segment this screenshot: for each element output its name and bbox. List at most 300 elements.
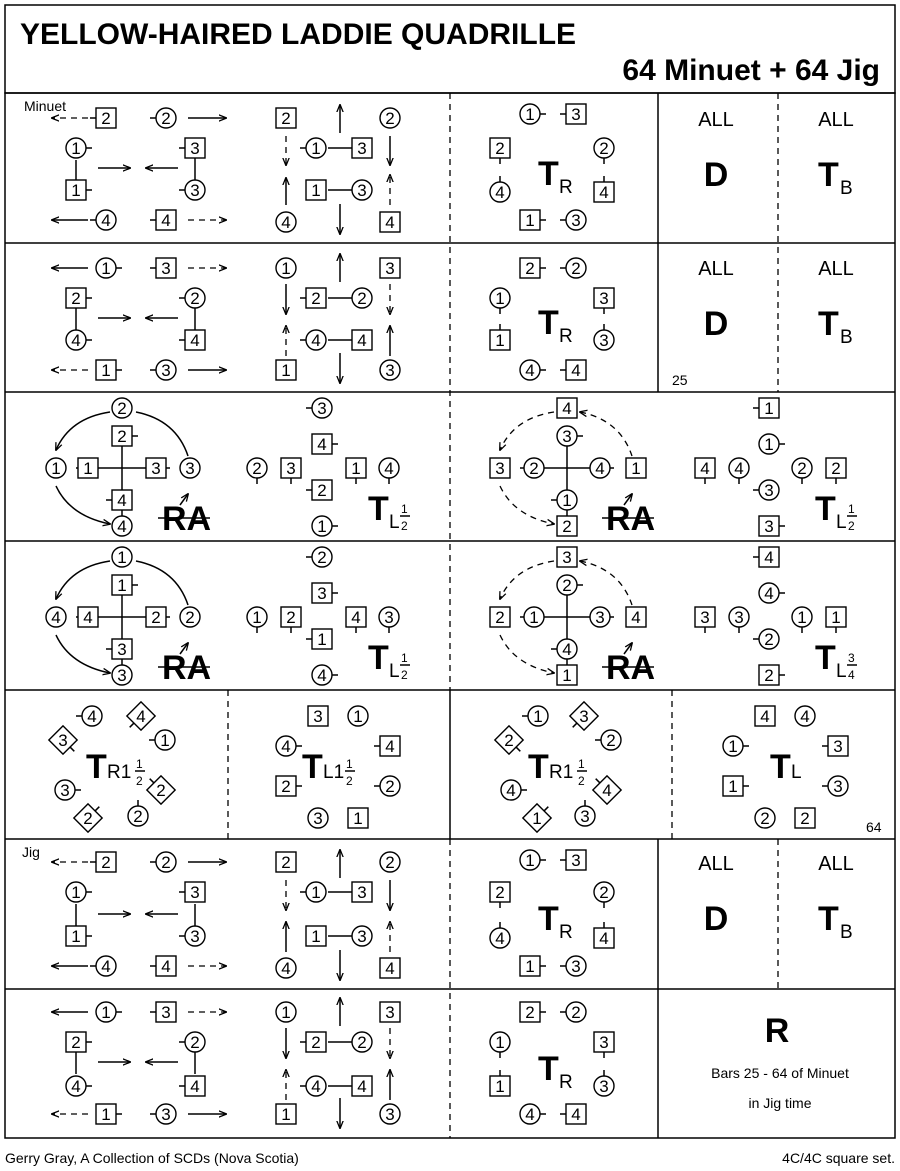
svg-text:2: 2 (606, 731, 616, 750)
dancer-square-3 (179, 882, 205, 902)
svg-text:4: 4 (311, 331, 321, 350)
svg-text:2: 2 (578, 774, 585, 788)
svg-text:2: 2 (599, 883, 609, 902)
svg-text:2: 2 (599, 139, 609, 158)
dancer-square-3 (490, 458, 510, 478)
svg-text:R: R (559, 177, 573, 198)
bar-number-25: 25 (672, 372, 688, 388)
svg-text:3: 3 (848, 651, 855, 665)
dance-title: YELLOW-HAIRED LADDIE QUADRILLE (20, 18, 577, 51)
dancer-circle-2 (594, 882, 614, 908)
svg-text:3: 3 (357, 883, 367, 902)
dancer-circle-2 (792, 458, 812, 484)
dancer-square-2 (495, 726, 528, 759)
svg-text:2: 2 (117, 399, 127, 418)
dancer-circle-2 (380, 108, 400, 128)
dancer-circle-1 (66, 138, 92, 158)
svg-text:1: 1 (401, 502, 408, 516)
svg-text:RA: RA (162, 649, 212, 687)
svg-text:2: 2 (848, 519, 855, 533)
dancer-circle-1 (723, 736, 749, 756)
svg-text:T: T (770, 748, 791, 786)
dancer-square-2 (276, 776, 302, 796)
svg-text:L: L (836, 512, 847, 533)
dancer-square-3 (594, 1032, 614, 1058)
svg-text:4: 4 (562, 399, 572, 418)
dancer-square-1 (346, 458, 366, 484)
dancer-square-1 (66, 180, 92, 200)
svg-text:1: 1 (495, 289, 505, 308)
dancer-circle-1 (490, 1032, 510, 1058)
svg-text:RA: RA (606, 500, 656, 538)
ra-r3a (158, 494, 211, 538)
dancer-circle-3 (179, 926, 205, 946)
svg-text:2: 2 (401, 668, 408, 682)
svg-text:1: 1 (101, 259, 111, 278)
dancer-circle-4 (276, 736, 302, 756)
svg-text:1: 1 (83, 459, 93, 478)
svg-text:2: 2 (161, 109, 171, 128)
svg-text:3: 3 (151, 459, 161, 478)
turn-left-r5d (770, 748, 802, 786)
dancer-circle-3 (306, 398, 332, 418)
svg-text:2: 2 (401, 519, 408, 533)
svg-text:2: 2 (190, 289, 200, 308)
svg-text:3: 3 (58, 731, 68, 750)
svg-text:3: 3 (562, 427, 572, 446)
svg-text:2: 2 (760, 809, 770, 828)
svg-text:3: 3 (385, 1003, 395, 1022)
svg-text:1: 1 (101, 1105, 111, 1124)
svg-text:4: 4 (599, 183, 609, 202)
svg-text:1: 1 (562, 491, 572, 510)
dancer-square-2 (490, 882, 510, 908)
dancer-square-3 (560, 850, 586, 870)
dancer-circle-2 (352, 288, 372, 308)
svg-text:3: 3 (185, 459, 195, 478)
label-jig: Jig (22, 844, 40, 860)
svg-text:2: 2 (156, 781, 166, 800)
svg-text:3: 3 (495, 459, 505, 478)
svg-text:1: 1 (71, 139, 81, 158)
dancer-square-3 (566, 702, 599, 735)
svg-text:3: 3 (117, 640, 127, 659)
svg-text:4: 4 (848, 668, 855, 682)
svg-text:T: T (368, 639, 389, 677)
svg-text:4: 4 (525, 1105, 535, 1124)
svg-text:2: 2 (504, 731, 514, 750)
dancer-square-4 (106, 490, 132, 510)
dancer-circle-1 (520, 104, 546, 124)
dancer-square-3 (106, 639, 132, 659)
dancer-square-3 (822, 736, 848, 756)
svg-text:R1: R1 (549, 762, 574, 783)
repeat-note-2: in Jig time (748, 1095, 812, 1111)
svg-text:2: 2 (800, 809, 810, 828)
dancer-square-2 (276, 108, 296, 128)
svg-text:1: 1 (631, 459, 641, 478)
svg-text:4: 4 (571, 361, 581, 380)
dancer-circle-2 (524, 458, 544, 478)
dancer-circle-1 (112, 547, 132, 567)
svg-text:1: 1 (797, 608, 807, 627)
svg-text:1: 1 (351, 459, 361, 478)
dancer-circle-3 (560, 956, 586, 976)
svg-text:2: 2 (495, 608, 505, 627)
svg-text:3: 3 (161, 1003, 171, 1022)
dancer-circle-1 (96, 258, 122, 278)
dancer-square-3 (380, 258, 400, 278)
dancer-square-2 (306, 480, 332, 500)
dancer-circle-1 (522, 706, 548, 726)
svg-text:3: 3 (599, 1077, 609, 1096)
dancer-circle-4 (520, 360, 546, 380)
svg-text:1: 1 (311, 139, 321, 158)
dancer-square-1 (723, 776, 749, 796)
dancer-circle-4 (300, 330, 326, 350)
svg-text:4: 4 (631, 608, 641, 627)
dancer-square-1 (557, 665, 577, 685)
svg-text:4: 4 (800, 707, 810, 726)
svg-text:4: 4 (595, 459, 605, 478)
svg-text:1: 1 (101, 1003, 111, 1022)
dancer-circle-3 (150, 1104, 176, 1124)
svg-text:4: 4 (764, 548, 774, 567)
turn-right-r7 (538, 1050, 573, 1093)
dancer-circle-3 (380, 1104, 400, 1124)
turn-right-r6 (538, 900, 573, 943)
dancer-square-4 (312, 434, 338, 454)
dancer-circle-1 (792, 607, 812, 633)
turn-right-r2 (538, 304, 573, 347)
svg-text:1: 1 (848, 502, 855, 516)
svg-text:2: 2 (385, 853, 395, 872)
svg-text:3: 3 (700, 608, 710, 627)
svg-text:4: 4 (190, 1077, 200, 1096)
svg-text:2: 2 (281, 853, 291, 872)
svg-text:2: 2 (571, 259, 581, 278)
dancer-square-1 (520, 210, 546, 230)
dancer-square-4 (560, 1104, 586, 1124)
dancer-circle-3 (594, 324, 614, 350)
label-minuet: Minuet (24, 98, 67, 114)
dancer-circle-1 (149, 730, 175, 750)
svg-text:4: 4 (71, 1077, 81, 1096)
svg-text:2: 2 (311, 289, 321, 308)
svg-text:2: 2 (385, 777, 395, 796)
svg-text:4: 4 (602, 781, 612, 800)
svg-text:1: 1 (317, 630, 327, 649)
svg-text:2: 2 (525, 1003, 535, 1022)
dancer-square-1 (520, 956, 546, 976)
dance-figure-d: D (703, 156, 729, 194)
svg-text:1: 1 (525, 211, 535, 230)
dancer-square-3 (594, 288, 614, 314)
dancer-circle-2 (380, 852, 400, 872)
dancer-circle-1 (312, 516, 338, 536)
turn-right-one-half-r5a (86, 748, 145, 788)
svg-text:4: 4 (71, 331, 81, 350)
svg-text:3: 3 (571, 851, 581, 870)
dancer-square-4 (346, 607, 366, 633)
dancer-circle-3 (822, 776, 848, 796)
dancer-square-4 (560, 360, 586, 380)
dancer-circle-2 (595, 730, 621, 750)
dancer-circle-1 (490, 288, 510, 314)
dancer-circle-1 (300, 882, 326, 902)
dancer-square-1 (490, 324, 510, 350)
dancer-square-1 (66, 926, 92, 946)
svg-text:4: 4 (734, 459, 744, 478)
svg-text:4: 4 (384, 459, 394, 478)
svg-text:3: 3 (764, 481, 774, 500)
svg-text:1: 1 (346, 757, 353, 771)
svg-text:2: 2 (185, 608, 195, 627)
turn-sub-both: B (840, 178, 853, 199)
dancer-circle-4 (379, 458, 399, 484)
svg-text:1: 1 (831, 608, 841, 627)
svg-text:1: 1 (401, 651, 408, 665)
dance-figure-d: D (703, 305, 729, 343)
movement-lines (52, 105, 632, 1128)
dancer-square-1 (826, 607, 846, 633)
svg-text:2: 2 (764, 666, 774, 685)
dancer-circle-4 (300, 1076, 326, 1096)
dancer-circle-3 (180, 458, 200, 478)
dancer-square-4 (179, 330, 205, 350)
all-label: ALL (818, 109, 854, 131)
svg-text:1: 1 (495, 331, 505, 350)
turn-figure: T (818, 305, 839, 343)
dancer-circle-4 (520, 1104, 546, 1124)
dancer-circle-4 (46, 607, 66, 627)
turn-figure: T (818, 900, 839, 938)
turn-right-one-half-r5c (528, 748, 587, 788)
svg-text:2: 2 (357, 289, 367, 308)
repeat-figure: R (764, 1012, 790, 1050)
dancer-square-3 (560, 104, 586, 124)
svg-text:1: 1 (532, 809, 542, 828)
dancer-square-4 (755, 706, 775, 726)
dancer-square-4 (380, 958, 400, 978)
dancer-square-2 (146, 607, 166, 627)
repeat-cell (711, 1012, 849, 1111)
dancer-square-2 (90, 108, 116, 128)
dancer-square-1 (96, 360, 122, 380)
turn-left-one-half-r5b (302, 748, 355, 788)
svg-text:3: 3 (60, 781, 70, 800)
dancer-square-2 (490, 607, 510, 627)
svg-text:4: 4 (161, 211, 171, 230)
svg-text:4: 4 (506, 781, 516, 800)
svg-text:3: 3 (571, 957, 581, 976)
dancer-circle-3 (380, 360, 400, 380)
svg-text:T: T (538, 1050, 559, 1088)
svg-text:3: 3 (357, 927, 367, 946)
svg-text:2: 2 (562, 576, 572, 595)
svg-text:1: 1 (117, 548, 127, 567)
svg-text:3: 3 (764, 517, 774, 536)
dancer-circle-4 (490, 176, 510, 202)
turn-left-threequarter-r4b (815, 639, 857, 682)
svg-text:3: 3 (313, 809, 323, 828)
dancer-square-1 (276, 1104, 296, 1124)
svg-text:3: 3 (190, 927, 200, 946)
svg-text:L: L (836, 661, 847, 682)
svg-text:3: 3 (579, 707, 589, 726)
svg-text:1: 1 (533, 707, 543, 726)
dancer-square-2 (826, 458, 846, 484)
dancer-circle-2 (128, 800, 148, 826)
dancer-square-3 (695, 607, 715, 633)
dancer-square-2 (276, 852, 296, 872)
dancer-circle-4 (312, 665, 338, 685)
dancer-circle-2 (112, 398, 132, 418)
svg-text:1: 1 (495, 1033, 505, 1052)
dancer-circle-2 (179, 288, 205, 308)
svg-text:1: 1 (525, 851, 535, 870)
dancer-square-3 (150, 258, 176, 278)
svg-text:2: 2 (101, 109, 111, 128)
dancer-circle-2 (594, 138, 614, 164)
svg-text:4: 4 (190, 331, 200, 350)
svg-text:3: 3 (599, 1033, 609, 1052)
svg-text:4: 4 (357, 1077, 367, 1096)
svg-text:2: 2 (117, 427, 127, 446)
all-label: ALL (818, 853, 854, 875)
svg-text:4: 4 (385, 213, 395, 232)
dancer-circle-3 (150, 360, 176, 380)
dancer-square-1 (276, 360, 296, 380)
svg-text:2: 2 (311, 1033, 321, 1052)
svg-text:4: 4 (51, 608, 61, 627)
dancer-square-2 (795, 808, 815, 828)
dancer-circle-1 (300, 138, 326, 158)
svg-text:1: 1 (728, 777, 738, 796)
all-label: ALL (698, 109, 734, 131)
dancer-square-4 (150, 210, 176, 230)
dancer-circle-2 (247, 458, 267, 484)
dancer-circle-2 (150, 108, 176, 128)
dancer-circle-3 (179, 180, 205, 200)
svg-text:1: 1 (353, 809, 363, 828)
svg-text:2: 2 (317, 548, 327, 567)
dancer-square-1 (523, 800, 556, 833)
dancer-circle-2 (557, 575, 583, 595)
svg-text:1: 1 (529, 608, 539, 627)
dancer-square-3 (312, 583, 338, 603)
dance-subtitle: 64 Minuet + 64 Jig (622, 54, 880, 87)
dancer-square-4 (594, 922, 614, 948)
dancer-circle-4 (551, 639, 577, 659)
svg-text:1: 1 (317, 517, 327, 536)
dancer-square-2 (300, 1032, 326, 1052)
svg-text:3: 3 (833, 777, 843, 796)
svg-text:4: 4 (385, 737, 395, 756)
dancer-square-1 (348, 808, 368, 828)
svg-text:2: 2 (151, 608, 161, 627)
dancer-circle-4 (795, 706, 815, 726)
svg-text:2: 2 (797, 459, 807, 478)
dancer-square-4 (179, 1076, 205, 1096)
all-label: ALL (698, 258, 734, 280)
svg-text:4: 4 (281, 737, 291, 756)
svg-text:1: 1 (353, 707, 363, 726)
svg-text:4: 4 (495, 929, 505, 948)
dancer-square-3 (380, 1002, 400, 1022)
footer-formation: 4C/4C square set. (782, 1150, 895, 1166)
svg-text:2: 2 (281, 109, 291, 128)
svg-text:3: 3 (317, 399, 327, 418)
svg-text:3: 3 (286, 459, 296, 478)
dancer-square-3 (557, 547, 577, 567)
svg-text:T: T (538, 304, 559, 342)
dancer-markers (46, 104, 848, 1124)
svg-text:RA: RA (606, 649, 656, 687)
dancer-square-3 (146, 458, 166, 478)
dancer-circle-3 (308, 808, 328, 828)
dancer-square-2 (490, 138, 510, 164)
svg-text:4: 4 (571, 1105, 581, 1124)
svg-text:1: 1 (495, 1077, 505, 1096)
dancer-circle-4 (729, 458, 749, 484)
svg-text:1: 1 (71, 181, 81, 200)
svg-text:2: 2 (495, 139, 505, 158)
svg-text:1: 1 (281, 361, 291, 380)
svg-text:4: 4 (281, 959, 291, 978)
svg-text:4: 4 (281, 213, 291, 232)
all-label: ALL (698, 853, 734, 875)
svg-text:2: 2 (525, 259, 535, 278)
dance-figure-d: D (703, 900, 729, 938)
svg-text:4: 4 (495, 183, 505, 202)
svg-text:3: 3 (190, 139, 200, 158)
dancer-circle-4 (501, 780, 527, 800)
dancer-circle-1 (276, 258, 296, 278)
svg-text:1: 1 (311, 927, 321, 946)
dancer-square-3 (179, 138, 205, 158)
dancer-circle-2 (150, 852, 176, 872)
svg-text:R1: R1 (107, 762, 132, 783)
svg-text:1: 1 (728, 737, 738, 756)
dancer-circle-2 (352, 1032, 372, 1052)
svg-text:2: 2 (83, 809, 93, 828)
ra-r4a (158, 643, 211, 687)
svg-text:2: 2 (831, 459, 841, 478)
svg-text:4: 4 (357, 331, 367, 350)
svg-text:3: 3 (571, 105, 581, 124)
dancer-square-4 (380, 212, 400, 232)
dancer-circle-3 (590, 607, 610, 627)
svg-text:T: T (538, 155, 559, 193)
svg-text:1: 1 (136, 757, 143, 771)
dancer-square-4 (626, 607, 646, 627)
svg-text:4: 4 (764, 584, 774, 603)
svg-text:2: 2 (764, 630, 774, 649)
svg-text:4: 4 (525, 361, 535, 380)
svg-text:2: 2 (317, 481, 327, 500)
dancer-square-2 (90, 852, 116, 872)
footer-source: Gerry Gray, A Collection of SCDs (Nova Scotia) (5, 1150, 299, 1166)
svg-text:4: 4 (562, 640, 572, 659)
svg-text:1: 1 (562, 666, 572, 685)
dancer-square-3 (352, 138, 372, 158)
svg-text:4: 4 (101, 211, 111, 230)
dancer-square-1 (112, 575, 138, 595)
svg-text:R: R (559, 326, 573, 347)
svg-text:T: T (302, 748, 323, 786)
dancer-circle-1 (348, 706, 368, 726)
